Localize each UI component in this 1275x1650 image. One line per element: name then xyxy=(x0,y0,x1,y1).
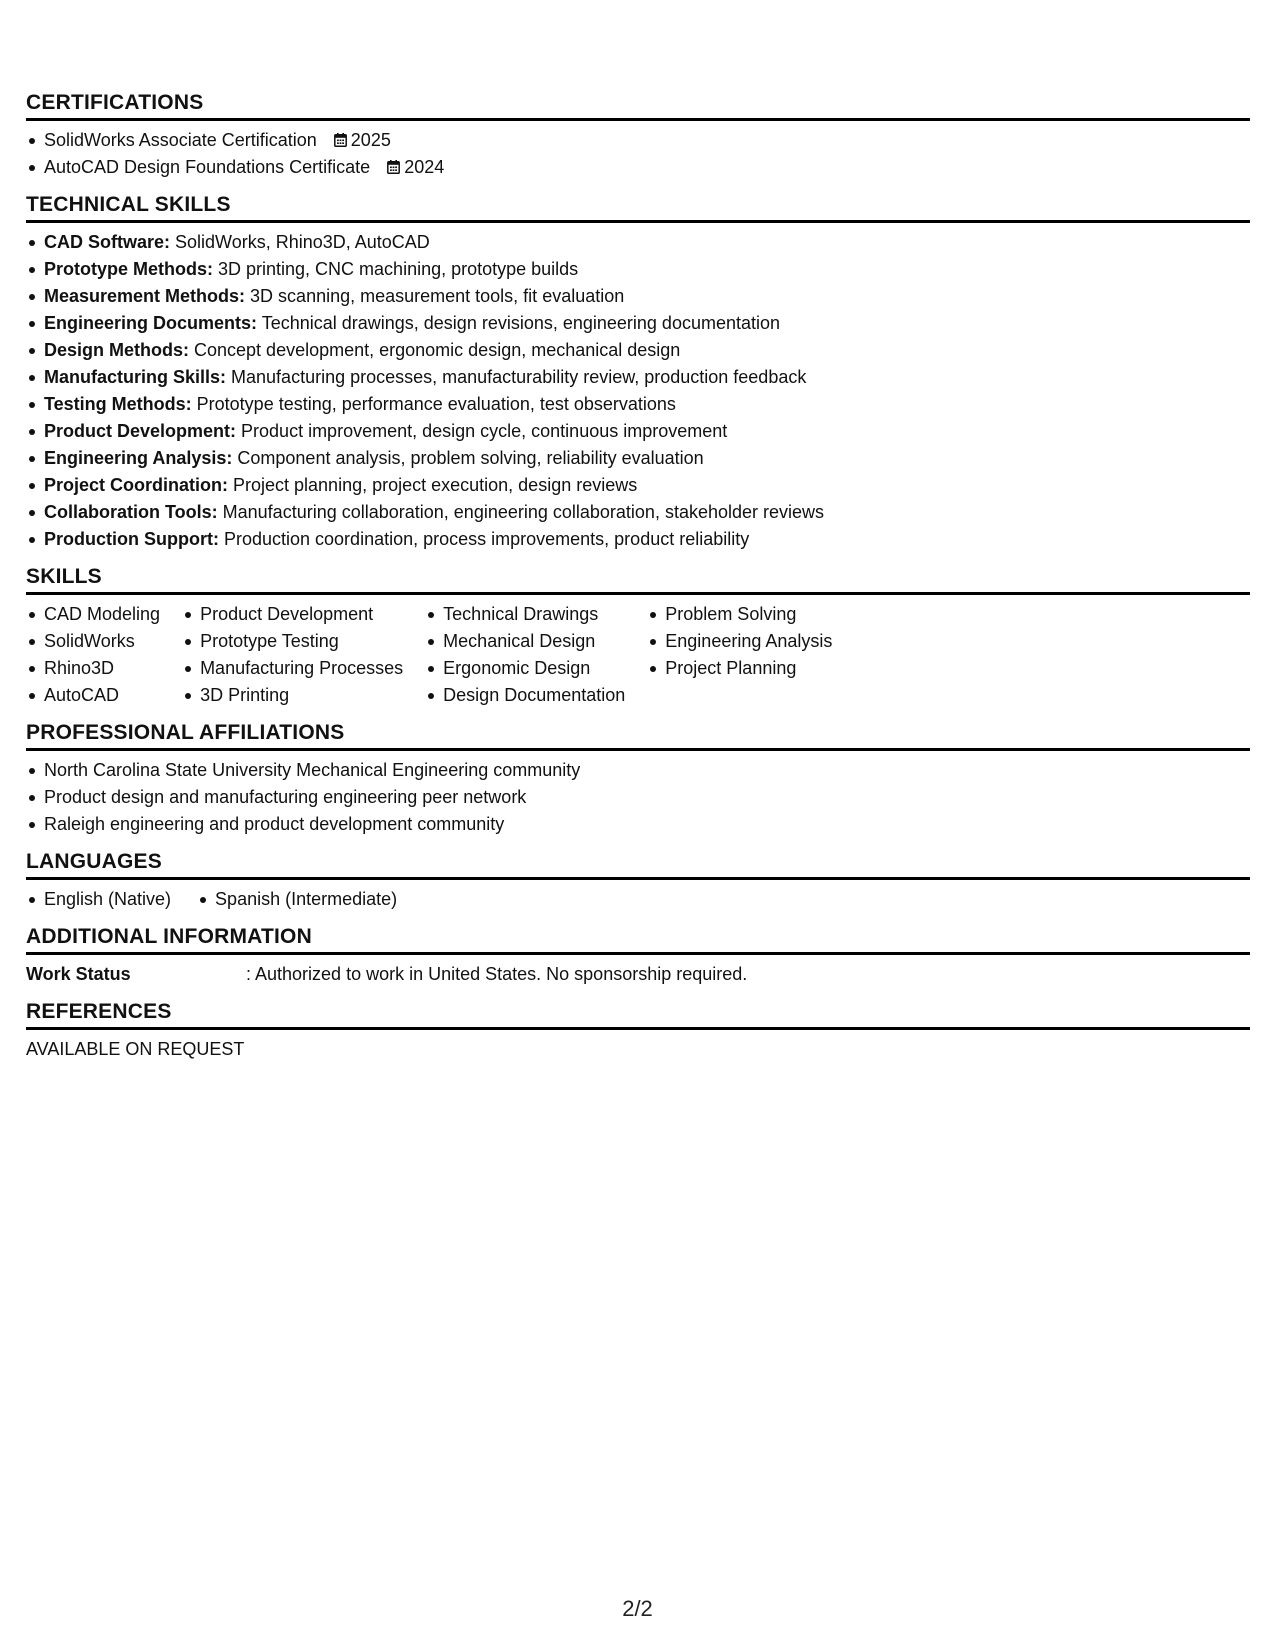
technical-skill-item xyxy=(26,445,1250,472)
certification-name: SolidWorks Associate Certification xyxy=(44,130,317,150)
skill-item: Prototype Testing xyxy=(182,628,403,655)
affiliation-item: Product design and manufacturing engineering peer network xyxy=(26,784,1250,811)
skill-item: Engineering Analysis xyxy=(647,628,832,655)
technical-skill-text: Concept development, ergonomic design, mechanical design xyxy=(189,340,681,360)
technical-skill-item xyxy=(26,229,1250,256)
work-status-row xyxy=(26,961,1250,988)
technical-skill-item xyxy=(26,418,1250,445)
certifications-list xyxy=(26,127,1250,181)
technical-skill-label: Manufacturing Skills: xyxy=(44,367,227,387)
technical-skill-text: Production coordination, process improvements, product reliability xyxy=(218,529,750,549)
skill-item: 3D Printing xyxy=(182,682,403,709)
page-number: 2/2 xyxy=(622,1596,653,1621)
skill-item: Problem Solving xyxy=(647,601,832,628)
technical-skill-item xyxy=(26,499,1250,526)
technical-skill-label: CAD Software: xyxy=(44,232,171,252)
affiliations-section xyxy=(26,721,1250,838)
languages-heading: LANGUAGES xyxy=(26,850,1250,880)
technical-skill-label: Measurement Methods: xyxy=(44,286,246,306)
skill-item: Project Planning xyxy=(647,655,832,682)
references-text: AVAILABLE ON REQUEST xyxy=(26,1039,245,1059)
technical-skill-item xyxy=(26,337,1250,364)
certification-year: 2025 xyxy=(350,130,391,150)
skills-column xyxy=(26,601,160,709)
work-status-value: : Authorized to work in United States. No sponsorship required. xyxy=(246,964,748,984)
technical-skill-label: Project Coordination: xyxy=(44,475,228,495)
affiliation-item: Raleigh engineering and product development community xyxy=(26,811,1250,838)
technical-skill-item xyxy=(26,256,1250,283)
technical-skill-text: Manufacturing processes, manufacturability review, production feedback xyxy=(226,367,807,387)
additional-info-section xyxy=(26,925,1250,988)
technical-skills-heading: TECHNICAL SKILLS xyxy=(26,193,1250,223)
skill-item: Design Documentation xyxy=(425,682,625,709)
affiliation-item: North Carolina State University Mechanical Engineering community xyxy=(26,757,1250,784)
skills-heading: SKILLS xyxy=(26,565,1250,595)
skills-column xyxy=(647,601,832,709)
affiliations-list xyxy=(26,757,1250,838)
technical-skill-label: Production Support: xyxy=(44,529,219,549)
references-heading: REFERENCES xyxy=(26,1000,1250,1030)
skills-section xyxy=(26,565,1250,709)
resume-page xyxy=(26,91,1250,1075)
technical-skill-item xyxy=(26,472,1250,499)
skill-item: Mechanical Design xyxy=(425,628,625,655)
references-section xyxy=(26,1000,1250,1063)
skill-item: Technical Drawings xyxy=(425,601,625,628)
technical-skill-item xyxy=(26,310,1250,337)
technical-skill-label: Engineering Documents: xyxy=(44,313,258,333)
affiliations-heading: PROFESSIONAL AFFILIATIONS xyxy=(26,721,1250,751)
technical-skill-text: SolidWorks, Rhino3D, AutoCAD xyxy=(170,232,430,252)
skill-item: Product Development xyxy=(182,601,403,628)
technical-skill-text: 3D scanning, measurement tools, fit evaluation xyxy=(245,286,625,306)
skill-item: Ergonomic Design xyxy=(425,655,625,682)
languages-list xyxy=(26,886,1250,913)
technical-skill-item xyxy=(26,364,1250,391)
technical-skill-label: Design Methods: xyxy=(44,340,190,360)
technical-skill-text: Product improvement, design cycle, continuous improvement xyxy=(236,421,728,441)
skills-grid xyxy=(26,601,1250,709)
certification-year: 2024 xyxy=(404,157,445,177)
technical-skill-text: Component analysis, problem solving, reliability evaluation xyxy=(232,448,704,468)
languages-section xyxy=(26,850,1250,913)
skill-item: Rhino3D xyxy=(26,655,160,682)
technical-skill-label: Product Development: xyxy=(44,421,237,441)
technical-skill-item xyxy=(26,283,1250,310)
technical-skill-item xyxy=(26,526,1250,553)
certification-name: AutoCAD Design Foundations Certificate xyxy=(44,157,371,177)
technical-skills-section xyxy=(26,193,1250,553)
technical-skill-text: 3D printing, CNC machining, prototype builds xyxy=(213,259,579,279)
technical-skill-text: Manufacturing collaboration, engineering collaboration, stakeholder reviews xyxy=(217,502,825,522)
technical-skills-list xyxy=(26,229,1250,553)
work-status-label: Work Status xyxy=(26,964,131,984)
technical-skill-item xyxy=(26,391,1250,418)
technical-skill-text: Prototype testing, performance evaluation, test observations xyxy=(191,394,676,414)
skills-column xyxy=(182,601,403,709)
language-item: Spanish (Intermediate) xyxy=(197,886,397,913)
technical-skill-text: Technical drawings, design revisions, engineering documentation xyxy=(257,313,781,333)
certification-item xyxy=(26,127,1250,154)
technical-skill-text: Project planning, project execution, design reviews xyxy=(228,475,638,495)
skill-item: AutoCAD xyxy=(26,682,160,709)
technical-skill-label: Collaboration Tools: xyxy=(44,502,218,522)
certification-item xyxy=(26,154,1250,181)
technical-skill-label: Prototype Methods: xyxy=(44,259,213,279)
calendar-icon xyxy=(334,133,347,147)
technical-skill-label: Testing Methods: xyxy=(44,394,192,414)
skill-item: Manufacturing Processes xyxy=(182,655,403,682)
additional-info-heading: ADDITIONAL INFORMATION xyxy=(26,925,1250,955)
skill-item: CAD Modeling xyxy=(26,601,160,628)
skills-column xyxy=(425,601,625,709)
calendar-icon xyxy=(387,160,400,174)
language-item: English (Native) xyxy=(26,886,171,913)
skill-item: SolidWorks xyxy=(26,628,160,655)
certifications-section xyxy=(26,91,1250,181)
technical-skill-label: Engineering Analysis: xyxy=(44,448,233,468)
certifications-heading: CERTIFICATIONS xyxy=(26,91,1250,121)
